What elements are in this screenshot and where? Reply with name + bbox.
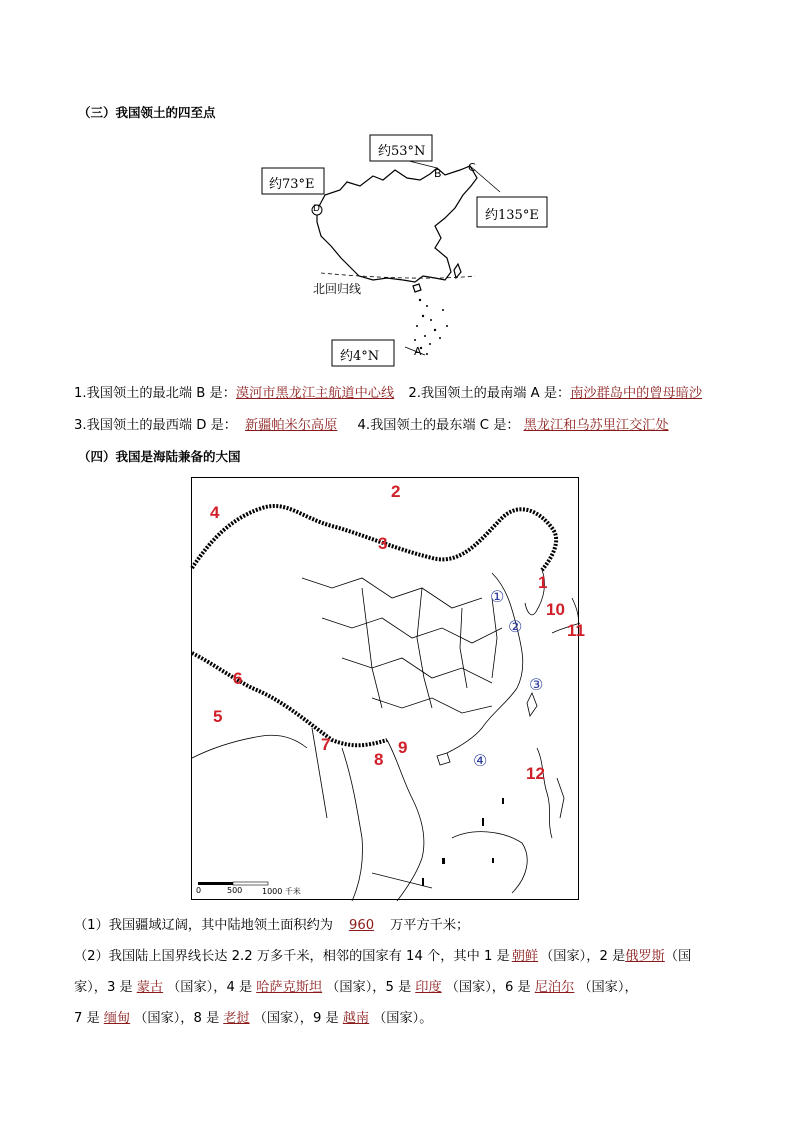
map-num-9: 9	[398, 738, 408, 757]
neighbors-map	[191, 477, 585, 900]
q2-label: 2.我国领土的最南端 A 是：	[408, 386, 571, 401]
point-a-label: A	[414, 345, 422, 358]
answer-9: 越南	[342, 1011, 370, 1026]
q1-label: 1.我国领土的最北端 B 是：	[74, 386, 236, 401]
p3-text-a: 家），3 是	[74, 980, 133, 995]
para-2-line-2	[74, 976, 638, 995]
p4-text-a: 7 是	[74, 1011, 100, 1026]
q1-answer: 漠河市黑龙江主航道中心线	[235, 386, 395, 401]
section3-title: （三）我国领土的四至点	[78, 105, 216, 120]
para-2-line-3	[74, 1007, 432, 1026]
p3-text-b: （国家），4 是	[167, 980, 253, 995]
scale-zero: 0	[196, 886, 202, 895]
map-num-6: 6	[233, 669, 243, 688]
p4-text-b: （国家），8 是	[134, 1011, 220, 1026]
scale-end: 1000 千米	[262, 887, 301, 896]
sea-circle-4: ④	[473, 751, 488, 770]
p2-text-b: （国家），2 是	[540, 949, 626, 964]
sea-circle-2: ②	[508, 617, 523, 636]
scale-mid: 500	[227, 886, 243, 895]
callout-d: 约73°E	[269, 177, 315, 192]
answer-2: 俄罗斯	[625, 949, 665, 964]
p1-answer: 960	[348, 918, 375, 933]
q3-answer: 新疆帕米尔高原	[245, 418, 338, 433]
map-num-7: 7	[321, 735, 331, 754]
callout-b: 约53°N	[378, 144, 426, 159]
callout-c: 约135°E	[485, 208, 539, 223]
p4-text-c: （国家），9 是	[253, 1011, 339, 1026]
section4-title: （四）我国是海陆兼备的大国	[78, 449, 241, 464]
answer-6: 尼泊尔	[534, 980, 575, 995]
answer-7: 缅甸	[103, 1011, 131, 1026]
q-row-2	[74, 414, 669, 433]
map-num-10: 10	[546, 600, 565, 619]
sea-circle-1: ①	[490, 587, 505, 606]
p3-text-e: （国家），	[578, 980, 638, 995]
q4-answer: 黑龙江和乌苏里江交汇处	[523, 418, 669, 433]
answer-5: 印度	[415, 980, 442, 995]
para-2-line-1	[74, 945, 691, 964]
extreme-points-map	[255, 130, 555, 370]
point-c-label: C	[468, 161, 476, 174]
p1-text: （1）我国疆域辽阔，其中陆地领土面积约为	[74, 918, 333, 933]
p4-text-d: （国家）。	[373, 1011, 433, 1026]
para-1	[74, 914, 469, 933]
p3-text-d: （国家），6 是	[445, 980, 531, 995]
p3-text-c: （国家），5 是	[326, 980, 412, 995]
q3-label: 3.我国领土的最西端 D 是：	[74, 418, 237, 433]
map-num-12: 12	[526, 764, 545, 783]
p2-text-c: （国	[664, 949, 692, 964]
tropic-label: 北回归线	[313, 282, 362, 296]
p2-text-a: （2）我国陆上国界线长达 2.2 万多千米，相邻的国家有 14 个，其中 1 是	[74, 949, 510, 964]
answer-1: 朝鲜	[511, 949, 539, 964]
map-num-1: 1	[538, 573, 548, 592]
callout-a: 约4°N	[340, 349, 380, 364]
q2-answer: 南沙群岛中的曾母暗沙	[570, 386, 703, 401]
map-num-3: 3	[378, 534, 388, 553]
point-b-label: B	[434, 167, 442, 180]
sea-circle-3: ③	[529, 675, 544, 694]
q4-label: 4.我国领土的最东端 C 是：	[357, 418, 520, 433]
answer-8: 老挝	[223, 1011, 250, 1026]
q-row-1	[74, 382, 702, 401]
map-num-8: 8	[374, 750, 384, 769]
answer-4: 哈萨克斯坦	[256, 980, 323, 995]
p1-text-end: 万平方千米；	[390, 918, 470, 933]
map-num-4: 4	[210, 503, 220, 522]
answer-3: 蒙古	[136, 980, 164, 995]
map-num-2: 2	[391, 482, 401, 501]
map-num-11: 11	[567, 621, 585, 640]
map-num-5: 5	[213, 707, 223, 726]
point-d-label: D	[313, 204, 320, 214]
